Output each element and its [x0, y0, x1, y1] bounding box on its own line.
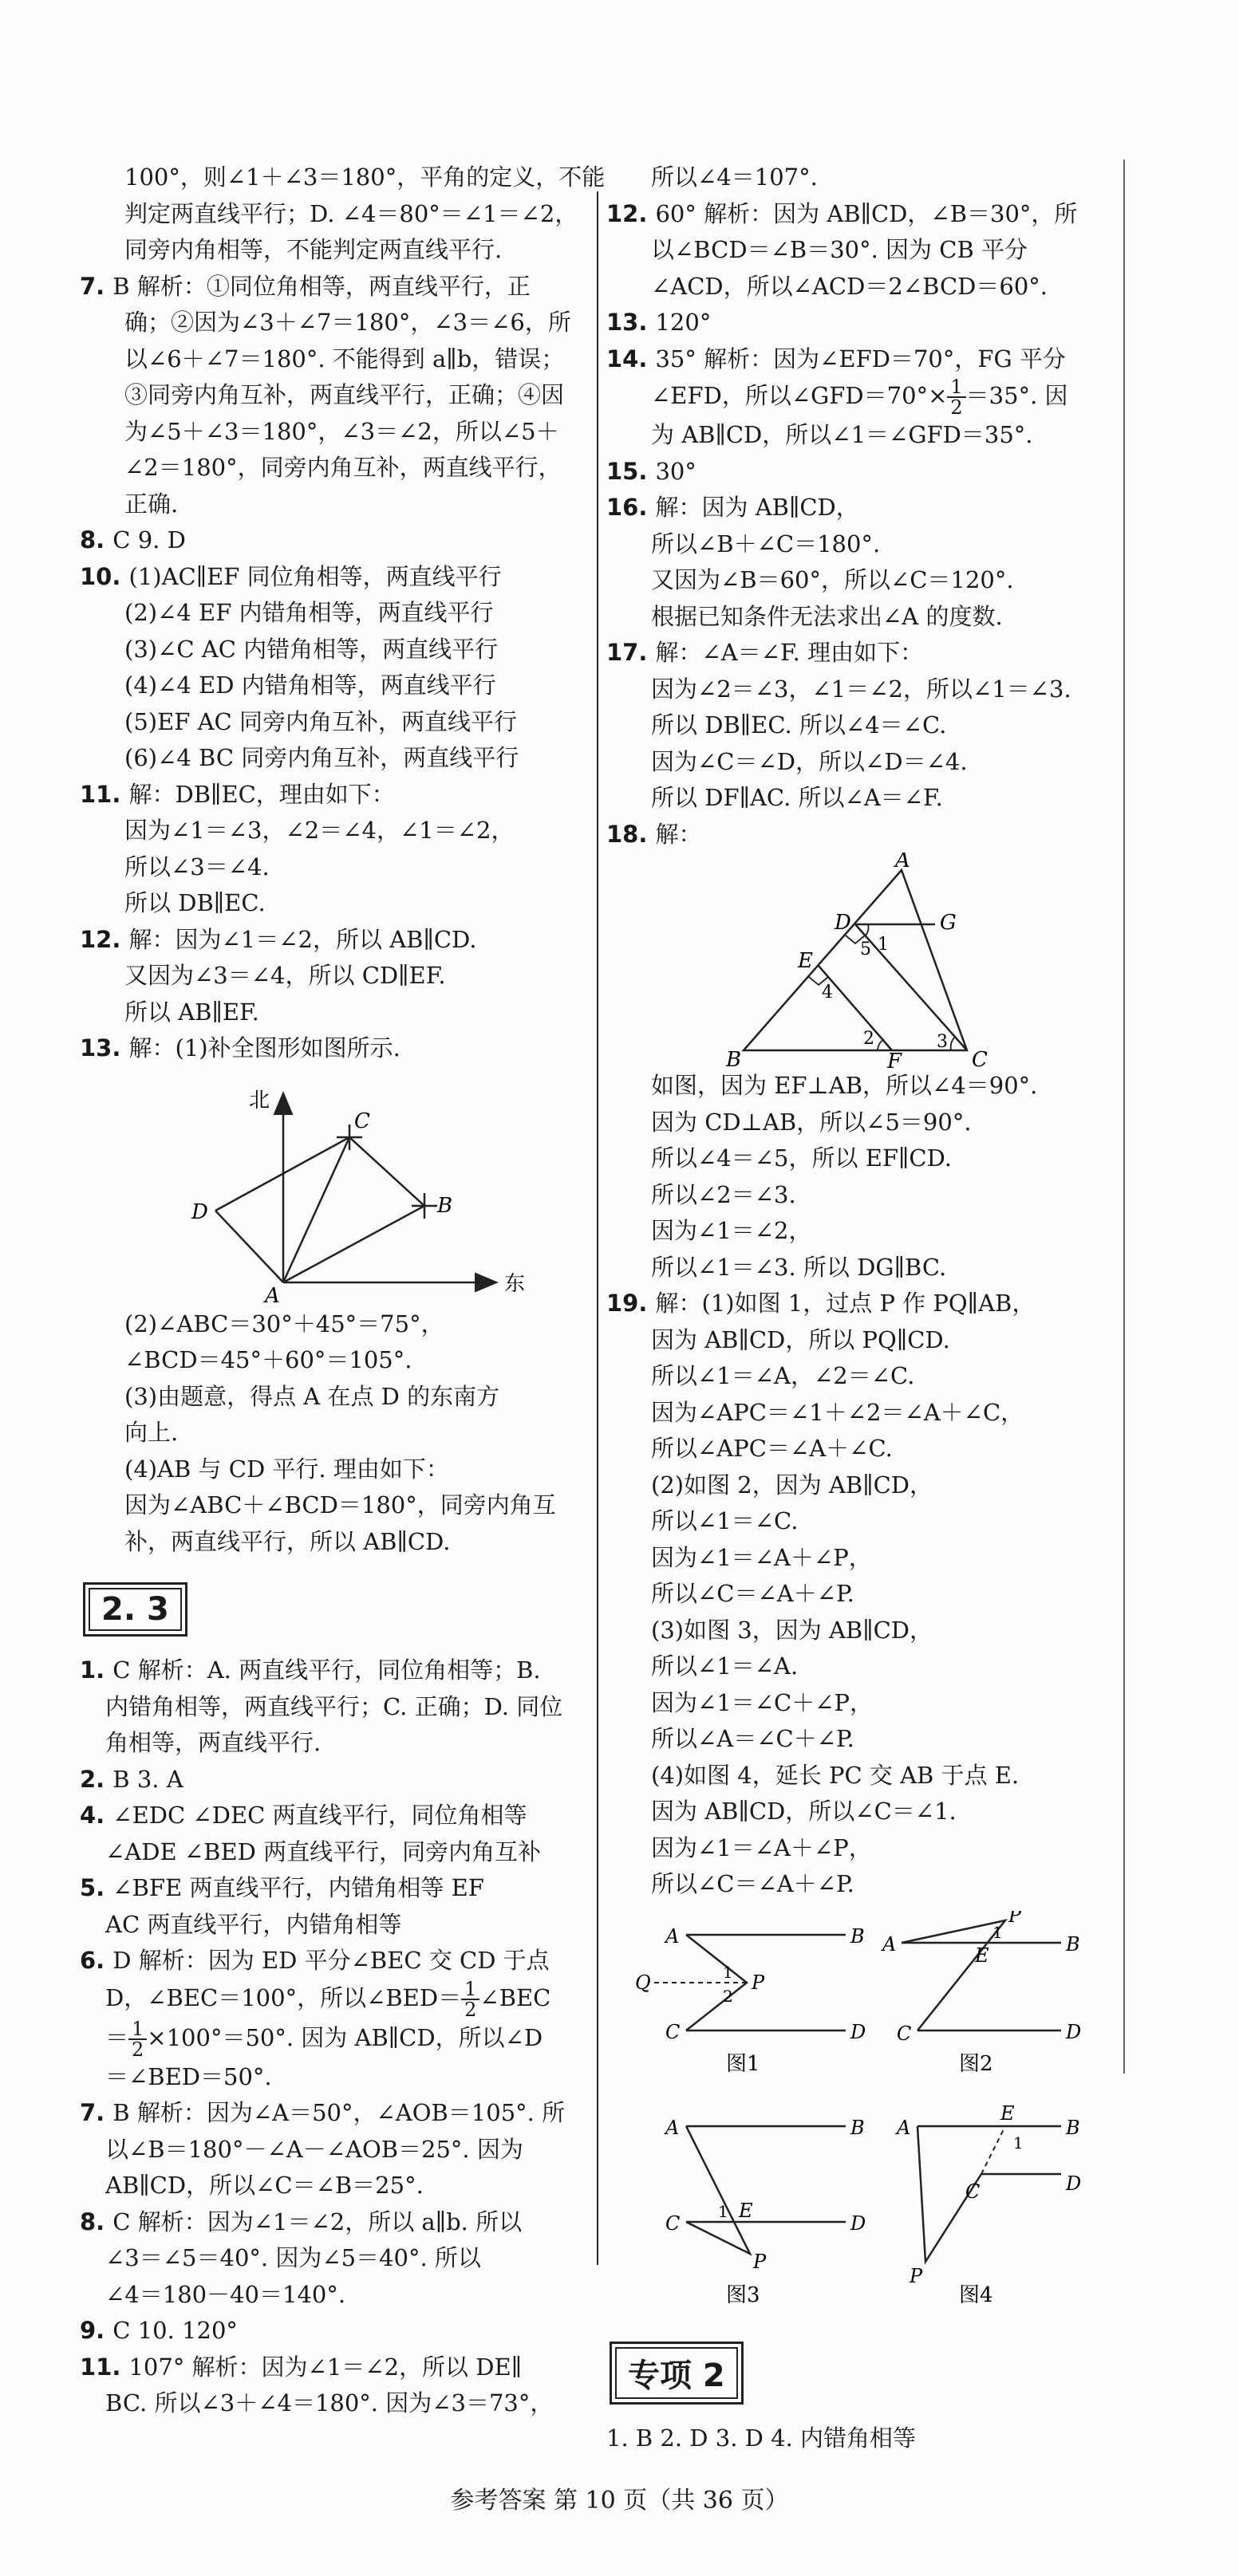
text-line	[606, 269, 1117, 305]
line-text: (4)∠4 ED 内错角相等，两直线平行	[124, 672, 496, 699]
line-text: 同旁内角相等，不能判定两直线平行.	[124, 236, 503, 263]
text-line	[80, 958, 590, 995]
line-text: ∠ACD，所以∠ACD＝2∠BCD＝60°.	[651, 272, 1048, 300]
text-line	[80, 1524, 590, 1561]
text-line	[80, 1943, 590, 1979]
line-text: 因为∠APC＝∠1＋∠2＝∠A＋∠C，	[651, 1398, 1024, 1426]
text-line	[80, 813, 590, 849]
text-line	[80, 1834, 590, 1871]
line-text: ∠2＝180°，同旁内角互补，两直线平行，	[124, 454, 562, 481]
line-text: 为 AB∥CD，所以∠1＝∠GFD＝35°.	[651, 421, 1033, 448]
line-text: D，∠BEC＝100°，所以∠BED＝	[105, 1983, 462, 2011]
fig18-label-5: 5	[860, 939, 871, 959]
line-text: 所以∠APC＝∠A＋∠C.	[651, 1435, 893, 1462]
fig19-3-label-P: P	[753, 2250, 767, 2273]
text-line	[80, 668, 590, 704]
question-number: 19.	[606, 1290, 656, 1317]
line-text: 判定两直线平行；D. ∠4＝80°＝∠1＝∠2，	[124, 199, 578, 227]
text-line	[80, 2019, 590, 2059]
text-line	[80, 995, 590, 1031]
text-line	[606, 377, 1117, 417]
line-text: 所以∠C＝∠A＋∠P.	[651, 1580, 854, 1607]
fig19-1-label-C: C	[665, 2020, 681, 2043]
text-line	[606, 1140, 1117, 1177]
line-text: (2)如图 2，因为 AB∥CD，	[651, 1471, 933, 1499]
fig19-3-label-D: D	[850, 2212, 866, 2235]
text-line	[80, 559, 590, 596]
line-text: ∠BFE 两直线平行，内错角相等 EF	[112, 1874, 484, 1901]
line-text: 所以∠1＝∠C.	[651, 1507, 799, 1534]
text-line	[606, 1213, 1117, 1250]
line-text: (6)∠4 BC 同旁内角互补，两直线平行	[124, 744, 519, 771]
line-text: 正确.	[124, 490, 179, 518]
fig19-4-label-1: 1	[1013, 2133, 1024, 2153]
fig13-north-label: 北	[249, 1088, 270, 1113]
fig13-label-B: B	[437, 1193, 453, 1218]
special-2-answers: 1. B 2. D 3. D 4. 内错角相等	[606, 2424, 917, 2452]
fig19-4-label-P: P	[910, 2264, 923, 2287]
question-number: 13.	[606, 309, 656, 336]
column-divider-right	[1123, 160, 1125, 2074]
fig19-3-label-A: A	[665, 2116, 680, 2139]
question-number: 8.	[80, 2208, 113, 2235]
text-line	[606, 1830, 1117, 1867]
text-line	[80, 2313, 590, 2350]
line-text: C 解析：A. 两直线平行，同位角相等；B.	[112, 1656, 541, 1684]
answers-block-2	[80, 1306, 590, 1561]
text-line	[606, 780, 1117, 817]
question-number: 15.	[606, 457, 656, 485]
text-line	[80, 922, 590, 959]
line-text: ∠3＝∠5＝40°. 因为∠5＝40°. 所以	[105, 2244, 481, 2271]
text-line	[80, 777, 590, 813]
text-line	[80, 1652, 590, 1689]
line-text: (3)由题意，得点 A 在点 D 的东南方	[124, 1382, 500, 1410]
text-line	[80, 1979, 590, 2019]
text-line	[606, 1576, 1117, 1613]
text-line	[80, 341, 590, 378]
text-line	[80, 2277, 590, 2314]
fig19-2-label-C: C	[897, 2022, 912, 2045]
line-text: 又因为∠3＝∠4，所以 CD∥EF.	[124, 962, 446, 989]
question-number: 6.	[80, 1947, 113, 1974]
text-line	[606, 1685, 1117, 1722]
text-line	[606, 1503, 1117, 1540]
text-line	[80, 2240, 590, 2277]
line-text: 100°，则∠1＋∠3＝180°，平角的定义，不能	[124, 163, 606, 191]
line-text: 因为∠1＝∠C＋∠P，	[651, 1688, 874, 1716]
fig19-4-label-C: C	[965, 2180, 981, 2203]
fig19-2-label-A: A	[882, 1932, 897, 1956]
line-text: 为∠5＋∠3＝180°，∠3＝∠2，所以∠5＋	[124, 417, 559, 445]
question-number: 7.	[80, 2099, 113, 2126]
text-line	[80, 1379, 590, 1416]
text-line	[80, 196, 590, 233]
text-line	[80, 305, 590, 341]
line-text: 解：DB∥EC，理由如下：	[128, 780, 395, 808]
line-text: C 10. 120°	[112, 2317, 238, 2344]
question-number: 18.	[606, 820, 656, 848]
fig19-2-label-1: 1	[992, 1922, 1003, 1942]
line-text: 所以∠A＝∠C＋∠P.	[651, 1725, 854, 1752]
fig19-3-label-C: C	[665, 2212, 681, 2235]
fig19-1-label-2: 2	[723, 1986, 733, 2006]
line-text-after: ＝35°. 因	[965, 382, 1068, 409]
text-line	[606, 599, 1117, 636]
line-text: 因为∠1＝∠2，	[651, 1217, 812, 1244]
line-text: 所以 DB∥EC.	[124, 889, 266, 916]
text-line	[80, 2350, 590, 2386]
line-text: (2)∠4 EF 内错角相等，两直线平行	[124, 599, 494, 626]
fig19-3-label-E: E	[739, 2199, 753, 2222]
fig19-1-label-D: D	[850, 2020, 866, 2043]
fig19-1-label-Q: Q	[635, 1971, 651, 1994]
answers-block-6	[606, 1068, 1117, 1903]
text-line	[80, 2385, 590, 2422]
line-text: 内错角相等，两直线平行；C. 正确；D. 同位	[105, 1692, 563, 1720]
figure-19	[606, 1911, 1117, 2342]
fig19-caption-1: 图1	[726, 2051, 760, 2076]
line-text: (4)AB 与 CD 平行. 理由如下：	[124, 1455, 449, 1483]
section-header-2-3: 2. 3	[83, 1582, 187, 1637]
question-number: 1.	[80, 1656, 113, 1684]
text-line	[606, 232, 1117, 269]
line-text: 所以 DB∥EC. 所以∠4＝∠C.	[651, 711, 947, 739]
text-line	[80, 740, 590, 777]
fig19-4-label-A: A	[897, 2116, 911, 2139]
line-text: C 9. D	[112, 526, 186, 553]
text-line	[606, 1177, 1117, 1214]
question-number: 14.	[606, 345, 656, 372]
text-line	[80, 1725, 590, 1762]
line-text: 60° 解析：因为 AB∥CD，∠B＝30°，所	[655, 199, 1078, 227]
text-line	[606, 672, 1117, 708]
text-line	[80, 1487, 590, 1524]
text-line	[606, 1794, 1117, 1830]
text-line	[80, 377, 590, 414]
text-line	[606, 1866, 1117, 1903]
text-line	[606, 1758, 1117, 1794]
line-text: 所以∠2＝∠3.	[651, 1180, 796, 1208]
line-text: 如图，因为 EF⊥AB，所以∠4＝90°.	[651, 1072, 1038, 1099]
line-text: (1)AC∥EF 同位角相等，两直线平行	[128, 562, 502, 590]
line-text: B 3. A	[112, 1765, 183, 1793]
line-text: (4)如图 4，延长 PC 交 AB 于点 E.	[651, 1761, 1020, 1789]
answers-block-4	[80, 1979, 590, 2422]
fig19-3-label-B: B	[850, 2116, 865, 2139]
fig13-label-C: C	[354, 1109, 370, 1133]
line-text: D 解析：因为 ED 平分∠BEC 交 CD 于点	[112, 1947, 550, 1974]
text-line	[606, 526, 1117, 563]
line-text: 以∠B＝180°－∠A－∠AOB＝25°. 因为	[105, 2135, 523, 2163]
line-text: 120°	[655, 309, 712, 336]
question-number: 13.	[80, 1034, 129, 1062]
fig18-label-2: 2	[863, 1029, 874, 1049]
line-text: ∠ADE ∠BED 两直线平行，同旁内角互补	[105, 1837, 542, 1865]
line-text: 又因为∠B＝60°，所以∠C＝120°.	[651, 566, 1014, 593]
line-text: AB∥CD，所以∠C＝∠B＝25°.	[105, 2172, 424, 2199]
left-column	[80, 160, 606, 2422]
line-text: 所以∠4＝∠5，所以 EF∥CD.	[651, 1144, 953, 1172]
line-text: (2)∠ABC＝30°＋45°＝75°，	[124, 1310, 444, 1337]
text-line	[80, 450, 590, 486]
fraction: $\frac{1}{2}$	[947, 377, 965, 417]
fig19-2-label-D: D	[1066, 2020, 1082, 2043]
line-text: 所以∠1＝∠A.	[651, 1652, 799, 1680]
text-line	[80, 1762, 590, 1798]
figure-13	[80, 1067, 590, 1306]
line-text: 因为 AB∥CD，所以∠C＝∠1.	[651, 1798, 957, 1825]
middle-column	[606, 160, 1117, 2456]
line-text: 107° 解析：因为∠1＝∠2，所以 DE∥	[128, 2353, 523, 2381]
question-number: 12.	[606, 199, 656, 227]
line-text: BC. 所以∠3＋∠4＝180°. 因为∠3＝73°，	[105, 2389, 554, 2416]
text-line	[606, 1395, 1117, 1432]
line-text: 因为∠ABC＋∠BCD＝180°，同旁内角互	[124, 1491, 556, 1518]
line-text: 因为 CD⊥AB，所以∠5＝90°.	[651, 1108, 972, 1136]
text-line	[80, 269, 590, 305]
text-line	[606, 1431, 1117, 1467]
text-line	[606, 1613, 1117, 1649]
question-number: 11.	[80, 780, 129, 808]
text-line	[80, 2168, 590, 2204]
line-text: 根据已知条件无法求出∠A 的度数.	[651, 602, 1003, 630]
text-line	[80, 1342, 590, 1379]
line-text: ∠EDC ∠DEC 两直线平行，同位角相等	[112, 1802, 527, 1829]
text-line	[606, 1286, 1117, 1322]
text-line	[80, 2204, 590, 2241]
fraction: $\frac{1}{2}$	[128, 2019, 147, 2059]
question-number: 11.	[80, 2353, 129, 2381]
text-line	[80, 414, 590, 451]
fig18-label-1: 1	[878, 935, 889, 955]
section-header-special-2: 专项 2	[610, 2342, 744, 2405]
text-line	[606, 1068, 1117, 1105]
figure-18	[606, 853, 1117, 1068]
text-line	[606, 1540, 1117, 1577]
line-text: 解：	[655, 820, 702, 848]
text-line	[606, 1721, 1117, 1758]
question-number: 16.	[606, 494, 656, 521]
text-line	[606, 817, 1117, 853]
line-text: 所以∠4＝107°.	[651, 163, 818, 191]
fig19-1-label-B: B	[850, 1924, 865, 1948]
page-footer: 参考答案 第 10 页（共 36 页）	[450, 2487, 789, 2515]
text-line	[80, 2059, 590, 2096]
fig19-2-label-B: B	[1066, 1932, 1080, 1956]
text-line	[606, 1105, 1117, 1141]
question-number: 12.	[80, 925, 129, 953]
question-number: 5.	[80, 1874, 113, 1901]
line-text: 解：因为 AB∥CD，	[655, 494, 859, 521]
line-text: 解：(1)如图 1，过点 P 作 PQ∥AB，	[655, 1290, 1036, 1317]
text-line	[606, 417, 1117, 454]
text-line	[80, 1030, 590, 1067]
line-text: 解：∠A＝∠F. 理由如下：	[655, 639, 924, 666]
fig19-caption-4: 图4	[959, 2283, 993, 2307]
line-text: 所以∠C＝∠A＋∠P.	[651, 1870, 854, 1897]
text-line	[80, 2095, 590, 2132]
text-line	[80, 849, 590, 886]
text-line	[80, 885, 590, 922]
fig18-label-F: F	[887, 1050, 902, 1068]
line-text: ∠EFD，所以∠GFD＝70°×	[651, 382, 948, 409]
fig18-label-G: G	[940, 911, 957, 935]
line-text: 所以∠B＋∠C＝180°.	[651, 530, 881, 557]
line-text: C 解析：因为∠1＝∠2，所以 a∥b. 所以	[112, 2208, 523, 2235]
text-line	[80, 1689, 590, 1726]
text-line	[606, 562, 1117, 599]
line-text: 向上.	[124, 1419, 179, 1446]
answers-block-3	[80, 1652, 590, 1979]
line-text: 因为∠1＝∠A＋∠P，	[651, 1834, 872, 1861]
text-line	[80, 704, 590, 741]
line-text: (3)如图 3，因为 AB∥CD，	[651, 1616, 933, 1644]
answers-block-1	[80, 160, 606, 1067]
line-text: 解：(1)补全图形如图所示.	[128, 1034, 401, 1062]
question-number: 9.	[80, 2317, 113, 2344]
question-number: 2.	[80, 1765, 113, 1793]
fig19-1-label-1: 1	[723, 1962, 733, 1982]
text-line	[606, 305, 1117, 341]
text-line	[606, 1467, 1117, 1504]
text-line	[606, 744, 1117, 781]
line-text: AC 两直线平行，内错角相等	[105, 1910, 402, 1938]
fig19-2-label-E: E	[975, 1944, 989, 1967]
text-line	[80, 1907, 590, 1944]
line-text: ③同旁内角互补，两直线平行，正确；④因	[124, 381, 565, 408]
text-line	[606, 1648, 1117, 1685]
question-number: 7.	[80, 272, 113, 300]
line-text: 所以∠3＝∠4.	[124, 853, 270, 880]
line-text: 因为∠2＝∠3，∠1＝∠2，所以∠1＝∠3.	[651, 675, 1071, 703]
text-line	[80, 1798, 590, 1834]
line-text: 以∠BCD＝∠B＝30°. 因为 CB 平分	[651, 236, 1028, 263]
line-text: (5)EF AC 同旁内角互补，两直线平行	[124, 707, 517, 735]
fig19-caption-3: 图3	[726, 2283, 760, 2307]
fig13-east-label: 东	[504, 1271, 526, 1296]
line-text: 因为∠1＝∠3，∠2＝∠4，∠1＝∠2，	[124, 817, 515, 844]
text-line	[80, 1415, 590, 1451]
text-line	[606, 341, 1117, 378]
line-text: B 解析：①同位角相等，两直线平行，正	[112, 272, 531, 300]
fig18-label-E: E	[798, 949, 813, 973]
line-text: ∠4＝180－40＝140°.	[105, 2280, 346, 2308]
line-text: 30°	[655, 457, 696, 485]
fig13-label-A: A	[265, 1283, 280, 1306]
line-text: 所以 AB∥EF.	[124, 998, 259, 1026]
text-line	[80, 522, 590, 559]
text-line	[606, 160, 1117, 196]
fig19-caption-2: 图2	[959, 2051, 993, 2076]
text-line	[606, 454, 1117, 490]
line-text: 因为 AB∥CD，所以 PQ∥CD.	[651, 1325, 950, 1353]
text-line	[80, 632, 590, 668]
line-text: 因为∠C＝∠D，所以∠D＝∠4.	[651, 747, 968, 775]
line-text: 解：因为∠1＝∠2，所以 AB∥CD.	[128, 925, 477, 953]
text-line	[80, 1451, 590, 1488]
line-text: B 解析：因为∠A＝50°，∠AOB＝105°. 所	[112, 2099, 566, 2126]
line-text: 35° 解析：因为∠EFD＝70°，FG 平分	[655, 345, 1066, 372]
line-text: 补，两直线平行，所以 AB∥CD.	[124, 1527, 451, 1555]
text-line	[606, 1322, 1117, 1359]
line-text-after: ×100°＝50°. 因为 AB∥CD，所以∠D	[147, 2023, 543, 2051]
question-number: 10.	[80, 562, 129, 590]
text-line	[606, 490, 1117, 526]
fig18-label-D: D	[835, 911, 851, 935]
fig18-label-B: B	[726, 1048, 742, 1068]
line-text: 因为∠1＝∠A＋∠P，	[651, 1543, 872, 1571]
fraction: $\frac{1}{2}$	[461, 1979, 479, 2019]
line-text: 角相等，两直线平行.	[105, 1729, 322, 1756]
fig19-1-label-P: P	[752, 1971, 765, 1994]
line-text: ＝	[105, 2023, 129, 2051]
text-line	[80, 1306, 590, 1343]
text-line	[606, 635, 1117, 672]
line-text-after: ∠BEC	[479, 1983, 551, 2011]
fig18-label-3: 3	[937, 1032, 948, 1052]
question-number: 4.	[80, 1802, 113, 1829]
fig19-4-label-D: D	[1066, 2172, 1082, 2195]
text-line	[606, 1358, 1117, 1395]
line-text: 确；②因为∠3＋∠7＝180°，∠3＝∠6，所	[124, 309, 571, 336]
line-text: 所以∠1＝∠A，∠2＝∠C.	[651, 1362, 915, 1389]
fig19-3-label-1: 1	[718, 2201, 728, 2221]
text-line	[80, 486, 590, 523]
fig19-1-label-A: A	[665, 1924, 680, 1948]
line-text: 以∠6＋∠7＝180°. 不能得到 a∥b，错误；	[124, 345, 565, 372]
question-number: 8.	[80, 526, 113, 553]
answers-block-5	[606, 160, 1117, 853]
text-line	[80, 595, 590, 632]
text-line	[80, 2132, 590, 2168]
fig19-2-label-P: P	[1008, 1910, 1022, 1927]
fig18-label-4: 4	[822, 983, 833, 1002]
fig18-label-C: C	[972, 1048, 988, 1068]
text-line	[606, 196, 1117, 233]
fig19-4-label-E: E	[1000, 2101, 1015, 2125]
column-divider	[597, 191, 598, 2265]
fig13-label-D: D	[191, 1199, 208, 1224]
line-text: ＝∠BED＝50°.	[105, 2062, 272, 2090]
fig18-label-A: A	[895, 853, 910, 872]
line-text: ∠BCD＝45°＋60°＝105°.	[124, 1346, 412, 1373]
line-text: (3)∠C AC 内错角相等，两直线平行	[124, 635, 499, 663]
text-line	[80, 232, 590, 269]
text-line	[80, 160, 606, 196]
line-text: 所以 DF∥AC. 所以∠A＝∠F.	[651, 784, 943, 811]
text-line	[606, 707, 1117, 744]
question-number: 17.	[606, 639, 656, 666]
fig19-4-label-B: B	[1066, 2116, 1080, 2139]
line-text: 所以∠1＝∠3. 所以 DG∥BC.	[651, 1253, 947, 1281]
text-line	[80, 1870, 590, 1907]
text-line	[606, 1250, 1117, 1286]
